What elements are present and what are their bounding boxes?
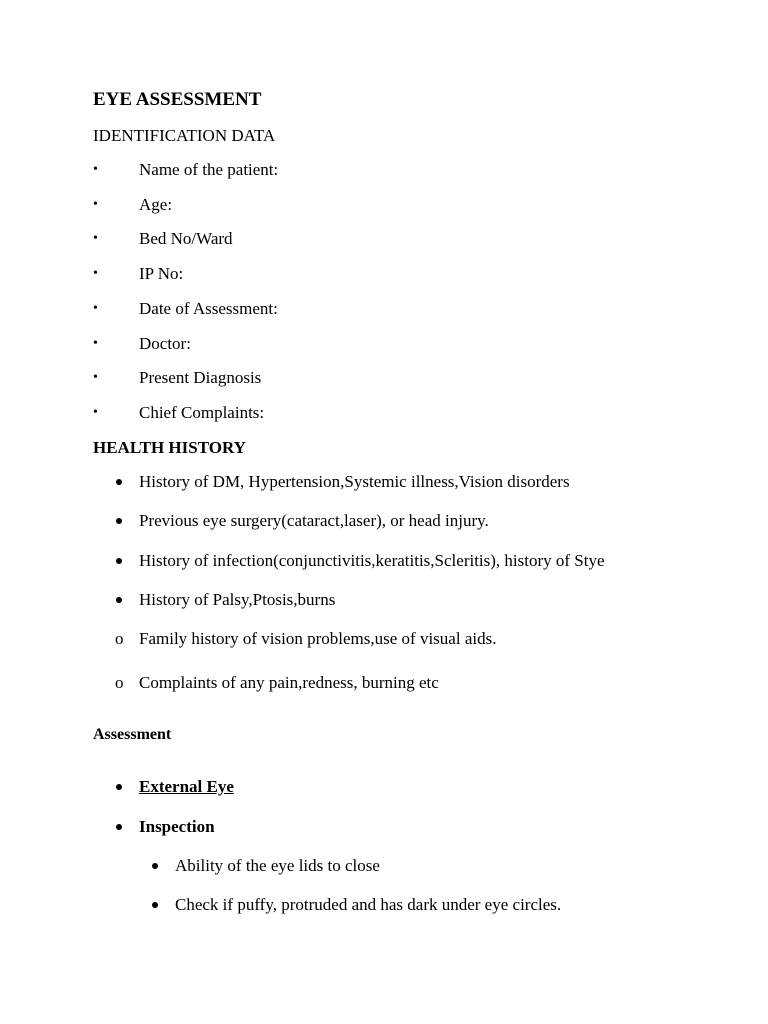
assessment-heading: Assessment (93, 726, 172, 743)
health-history-item: History of infection(conjunctivitis,keratitis,Scleritis), history of Stye (139, 551, 605, 570)
assessment-item-inspection: Inspection (139, 817, 215, 836)
identification-item: Age: (139, 195, 173, 214)
bullet-dot-icon (116, 558, 122, 564)
health-history-item: Previous eye surgery(cataract,laser), or head injury. (139, 511, 489, 530)
health-history-item: Complaints of any pain,redness, burning etc (139, 673, 439, 692)
circle-bullet-marker: o (115, 629, 124, 648)
identification-item: Bed No/Ward (139, 229, 233, 248)
identification-item: Name of the patient: (139, 160, 279, 179)
identification-heading: IDENTIFICATION DATA (93, 126, 276, 145)
health-history-heading: HEALTH HISTORY (93, 438, 246, 457)
bullet-dot-icon (116, 784, 122, 790)
bullet-dot-icon (152, 863, 158, 869)
identification-item: Date of Assessment: (139, 299, 278, 318)
bullet-marker: • (93, 301, 98, 316)
bullet-dot-icon (116, 824, 122, 830)
identification-item: IP No: (139, 264, 184, 283)
assessment-sub-item: Ability of the eye lids to close (175, 856, 380, 875)
circle-bullet-marker: o (115, 673, 124, 692)
bullet-marker: • (93, 231, 98, 246)
bullet-marker: • (93, 336, 98, 351)
document-title: EYE ASSESSMENT (93, 89, 262, 110)
bullet-marker: • (93, 266, 98, 281)
bullet-dot-icon (116, 518, 122, 524)
health-history-item: Family history of vision problems,use of visual aids. (139, 629, 497, 648)
assessment-sub-item: Check if puffy, protruded and has dark under eye circles. (175, 895, 562, 914)
bullet-dot-icon (116, 479, 122, 485)
bullet-marker: • (93, 370, 98, 385)
identification-item: Chief Complaints: (139, 403, 265, 422)
identification-item: Present Diagnosis (139, 368, 262, 387)
assessment-item-external-eye: External Eye (139, 777, 234, 796)
bullet-marker: • (93, 405, 98, 420)
bullet-dot-icon (116, 597, 122, 603)
bullet-marker: • (93, 197, 98, 212)
health-history-item: History of Palsy,Ptosis,burns (139, 590, 336, 609)
health-history-item: History of DM, Hypertension,Systemic illness,Vision disorders (139, 472, 570, 491)
bullet-dot-icon (152, 902, 158, 908)
bullet-marker: • (93, 162, 98, 177)
identification-item: Doctor: (139, 334, 191, 353)
